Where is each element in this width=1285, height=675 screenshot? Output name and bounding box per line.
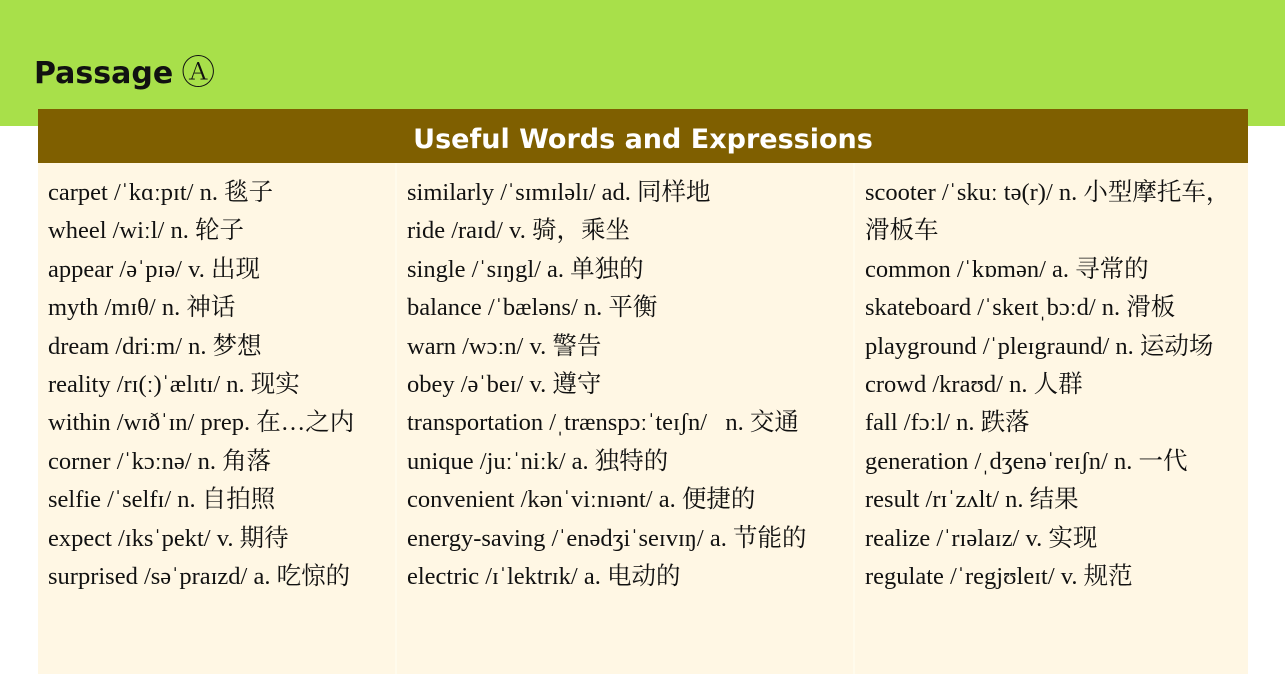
table-header: Useful Words and Expressions xyxy=(38,109,1248,163)
vocabulary-table xyxy=(38,109,1248,674)
vocab-entry: corner /ˈkɔːnə/ n. 角落 xyxy=(48,447,272,475)
vocab-entry: expect /ɪksˈpekt/ v. 期待 xyxy=(48,524,289,552)
vocab-entry: reality /rɪ(ː)ˈælɪtɪ/ n. 现实 xyxy=(48,371,300,399)
vocab-column-1 xyxy=(38,163,395,674)
vocab-entry: playground /ˈpleɪgraund/ n. 运动场 xyxy=(865,332,1214,360)
vocab-column-3 xyxy=(855,163,1248,674)
vocab-entry: result /rɪˈzʌlt/ n. 结果 xyxy=(865,486,1079,514)
passage-marker: Ⓐ xyxy=(181,53,216,93)
vocab-column-2 xyxy=(397,163,853,674)
vocab-entry: crowd /kraʊd/ n. 人群 xyxy=(865,371,1083,399)
vocab-entry: carpet /ˈkɑːpɪt/ n. 毯子 xyxy=(48,179,274,206)
vocab-entry: selfie /ˈselfɪ/ n. 自拍照 xyxy=(48,486,276,514)
vocab-entry: regulate /ˈregjʊleɪt/ v. 规范 xyxy=(865,563,1133,591)
vocab-entry: fall /fɔːl/ n. 跌落 xyxy=(865,409,1030,437)
vocab-entry: generation /ˌdʒenəˈreɪʃn/ n. 一代 xyxy=(865,447,1188,475)
vocab-entry: unique /juːˈniːk/ a. 独特的 xyxy=(407,447,669,475)
vocab-entry: warn /wɔːn/ v. 警告 xyxy=(407,332,602,360)
vocab-entry: convenient /kənˈviːnɪənt/ a. 便捷的 xyxy=(407,486,756,514)
vocab-entry: surprised /səˈpraɪzd/ a. 吃惊的 xyxy=(48,563,351,591)
vocab-entry: similarly /ˈsɪmɪləlɪ/ ad. 同样地 xyxy=(407,179,711,206)
vocab-entry: ride /raɪd/ v. 骑，乘坐 xyxy=(407,217,630,245)
vocab-entry: within /wɪðˈɪn/ prep. 在…之内 xyxy=(48,409,355,437)
vocab-entry: skateboard /ˈskeɪtˌbɔːd/ n. 滑板 xyxy=(865,294,1176,322)
vocab-entry: energy-saving /ˈenədʒiˈseɪvɪŋ/ a. 节能的 xyxy=(407,524,807,552)
vocab-entry: wheel /wiːl/ n. 轮子 xyxy=(48,217,244,245)
passage-title-text: Passage xyxy=(34,56,174,91)
vocab-entry: electric /ɪˈlektrɪk/ a. 电动的 xyxy=(407,563,681,591)
vocab-entry: single /ˈsɪŋgl/ a. 单独的 xyxy=(407,255,644,283)
vocab-entry: appear /əˈpɪə/ v. 出现 xyxy=(48,255,261,283)
vocab-entry: balance /ˈbæləns/ n. 平衡 xyxy=(407,294,658,322)
vocab-entry: dream /driːm/ n. 梦想 xyxy=(48,332,262,360)
vocab-entry: realize /ˈrɪəlaɪz/ v. 实现 xyxy=(865,524,1098,552)
vocab-entry: transportation /ˌtrænspɔːˈteɪʃn/ n. 交通 xyxy=(407,409,799,437)
vocab-entry: common /ˈkɒmən/ a. 寻常的 xyxy=(865,255,1149,283)
vocab-entry: obey /əˈbeɪ/ v. 遵守 xyxy=(407,371,602,399)
vocab-entry: myth /mɪθ/ n. 神话 xyxy=(48,294,236,322)
passage-title xyxy=(34,44,215,93)
vocab-entry: scooter /ˈskuː tə(r)/ n. 小型摩托车，滑板车 xyxy=(865,179,1231,245)
